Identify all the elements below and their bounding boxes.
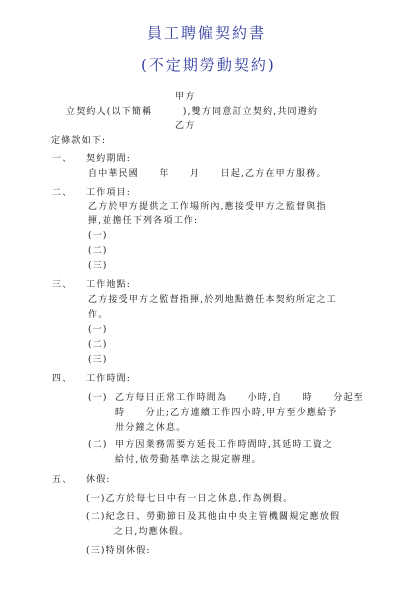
intro-line: 立契約人(以下簡稱 ),雙方同意訂立契約,共同遵約 <box>66 107 319 117</box>
section-1-text: 自中華民國 年 月 日起,乙方在甲方服務。 <box>88 169 327 179</box>
section-4-number: 四、 <box>52 374 73 384</box>
intro-lead: 定條款如下: <box>51 136 107 146</box>
party-b-label: 乙方 <box>175 121 196 131</box>
section-5-heading: 休假: <box>86 475 111 485</box>
section-4-clause-number: (一) <box>88 393 108 403</box>
section-5-clause: (一)乙方於每七日中有一日之休息,作為例假。 <box>86 494 294 504</box>
section-2-item: (二) <box>88 246 108 256</box>
section-2-heading: 工作項目: <box>86 188 132 198</box>
section-4-clause-number: (二) <box>88 440 108 450</box>
section-4-clause-text: 乙方每日正常工作時間為 小時,自 時 分起至 <box>115 393 364 403</box>
section-3-heading: 工作地點: <box>86 280 132 290</box>
section-1-heading: 契約期間: <box>86 154 132 164</box>
section-2-text: 乙方於甲方提供之工作場所內,應接受甲方之監督與指 <box>88 202 327 212</box>
section-3-item: (二) <box>88 340 108 350</box>
section-4-clause-text: 甲方因業務需要方延長工作時間時,其延時工資之 <box>115 440 334 450</box>
section-1-number: 一、 <box>52 154 73 164</box>
section-4-clause-text: 給付,依勞動基準法之規定辦理。 <box>115 455 262 465</box>
section-3-item: (一) <box>88 325 108 335</box>
section-4-heading: 工作時間: <box>86 374 132 384</box>
document-title: 員工聘僱契約書 <box>147 24 267 42</box>
section-5-clause: (二)紀念日、勞動節日及其他由中央主管機關規定應放假 <box>86 512 341 522</box>
document-subtitle: (不定期勞動契約) <box>141 56 276 74</box>
section-3-number: 三、 <box>52 280 73 290</box>
section-4-clause-text: 時 分止;乙方連續工作四小時,甲方至少應給予 <box>115 408 338 418</box>
section-2-item: (三) <box>88 261 108 271</box>
party-a-label: 甲方 <box>175 92 196 102</box>
section-5-clause: (三)特別休假: <box>86 546 151 556</box>
section-2-text: 揮,並擔任下列各項工作: <box>88 216 199 226</box>
section-3-text: 乙方接受甲方之監督指揮,於列地點擔任本契約所定之工 <box>88 295 337 305</box>
section-2-number: 二、 <box>52 188 73 198</box>
section-3-text: 作。 <box>88 310 109 320</box>
section-4-clause-text: 卅分鐘之休息。 <box>115 423 187 433</box>
section-5-number: 五、 <box>52 475 73 485</box>
section-3-item: (三) <box>88 355 108 365</box>
section-5-clause: 之日,均應休假。 <box>114 527 190 537</box>
section-2-item: (一) <box>88 231 108 241</box>
